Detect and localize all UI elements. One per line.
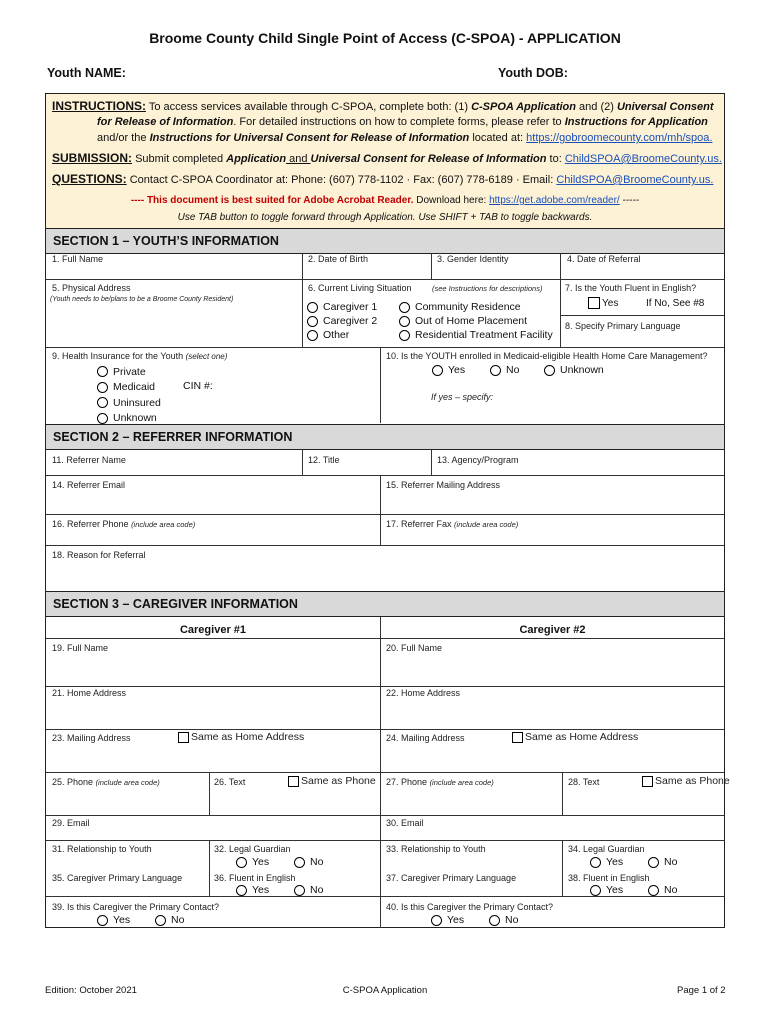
checkbox-cg2-same-address[interactable]: Same as Home Address (512, 731, 638, 743)
section1-header: SECTION 1 – YOUTH’S INFORMATION (46, 228, 724, 254)
living-options-col1 (307, 300, 377, 342)
fluent-no-note: If No, See #8 (646, 298, 705, 309)
youth-dob-label: Youth DOB: (498, 66, 568, 80)
instructions-line1: INSTRUCTIONS: To access services available through C-SPOA, complete both: (1) C-SPOA Application and (2) Universal Consent (52, 99, 714, 113)
living-options-col2 (399, 300, 553, 342)
field-referrer-title: 12. Title (308, 455, 340, 465)
divider (46, 686, 724, 687)
radio-caregiver1[interactable]: Caregiver 1 (307, 300, 377, 314)
checkbox-cg1-same-address[interactable]: Same as Home Address (178, 731, 304, 743)
radio-rtf[interactable]: Residential Treatment Facility (399, 328, 553, 342)
radio-cg2-fluent-yes[interactable]: Yes (590, 884, 623, 896)
radio-hh-yes[interactable]: Yes (432, 364, 465, 376)
checkbox-fluent-yes[interactable]: Yes (588, 297, 618, 309)
submission-line: SUBMISSION: Submit completed Application and Universal Consent for Release of Information to: ChildSPOA@BroomeCounty.us. (52, 151, 722, 165)
field-primary-language: 8. Specify Primary Language (565, 321, 681, 331)
spoa-link[interactable]: https://gobroomecounty.com/mh/spoa. (526, 132, 713, 144)
tab-note: Use TAB button to toggle forward through Application. Use SHIFT + TAB to toggle backwards. (177, 212, 593, 223)
field-cg2-guardian: 34. Legal Guardian (568, 844, 645, 854)
field-physical-address: 5. Physical Address (52, 283, 131, 293)
field-full-name: 1. Full Name (52, 254, 104, 264)
radio-unknown[interactable]: Unknown (97, 411, 161, 427)
field-health-home: 10. Is the YOUTH enrolled in Medicaid-eligible Health Home Care Management? (386, 351, 708, 361)
radio-private[interactable]: Private (97, 364, 161, 380)
field-cg2-email: 30. Email (386, 818, 424, 828)
radio-icon (97, 413, 108, 424)
radio-icon (236, 885, 247, 896)
radio-icon (307, 302, 318, 313)
field-physical-address-note: (Youth needs to be/plans to be a Broome County Resident) (50, 296, 234, 303)
field-referrer-mailing: 15. Referrer Mailing Address (386, 480, 501, 490)
field-agency: 13. Agency/Program (437, 455, 519, 465)
radio-icon (399, 316, 410, 327)
radio-icon (97, 382, 108, 393)
youth-name-label: Youth NAME: (47, 66, 126, 80)
field-living-situation: 6. Current Living Situation (308, 283, 412, 293)
hh-specify-note: If yes – specify: (431, 392, 494, 402)
checkbox-icon (512, 732, 523, 743)
divider (209, 840, 210, 896)
field-referrer-name: 11. Referrer Name (52, 455, 126, 465)
divider (431, 254, 432, 279)
field-cg2-name: 20. Full Name (386, 643, 443, 653)
divider (46, 347, 724, 348)
radio-icon (155, 915, 166, 926)
radio-icon (97, 915, 108, 926)
radio-icon (399, 330, 410, 341)
field-cg2-relationship: 33. Relationship to Youth (386, 844, 486, 854)
checkbox-icon (642, 776, 653, 787)
edition-label: Edition: October 2021 (45, 985, 137, 996)
radio-icon (307, 316, 318, 327)
radio-cg2-contact-yes[interactable]: Yes (431, 914, 464, 926)
radio-icon (489, 915, 500, 926)
questions-line: QUESTIONS: Contact C-SPOA Coordinator at: Phone: (607) 778-1102 · Fax: (607) 778-6189 · Email: ChildSPOA@BroomeCounty.us. (52, 172, 714, 186)
cin-label: CIN #: (183, 380, 213, 392)
divider (380, 475, 381, 545)
radio-icon (399, 302, 410, 313)
radio-icon (97, 366, 108, 377)
radio-icon (97, 397, 108, 408)
field-living-situation-note: (see Instructions for descriptions) (432, 284, 543, 293)
checkbox-icon (588, 297, 600, 309)
field-reason: 18. Reason for Referral (52, 550, 146, 560)
radio-cg2-guardian-no[interactable]: No (648, 856, 677, 868)
field-cg1-relationship: 31. Relationship to Youth (52, 844, 152, 854)
field-cg1-email: 29. Email (52, 818, 90, 828)
field-cg2-primary-contact: 40. Is this Caregiver the Primary Contact? (386, 902, 554, 912)
section2-header: SECTION 2 – REFERRER INFORMATION (46, 424, 724, 450)
radio-icon (294, 857, 305, 868)
field-cg1-primary-contact: 39. Is this Caregiver the Primary Contact? (52, 902, 220, 912)
divider (46, 279, 724, 280)
field-fluent-english: 7. Is the Youth Fluent in English? (565, 283, 697, 293)
field-cg1-guardian: 32. Legal Guardian (214, 844, 291, 854)
field-cg1-language: 35. Caregiver Primary Language (52, 873, 183, 883)
checkbox-cg2-same-phone[interactable]: Same as Phone (642, 775, 730, 787)
radio-icon (544, 365, 555, 376)
divider (46, 729, 724, 730)
field-cg2-fluent: 38. Fluent in English (568, 873, 650, 883)
divider (46, 840, 724, 841)
divider (431, 450, 432, 475)
radio-icon (590, 857, 601, 868)
field-cg1-text: 26. Text (214, 777, 246, 787)
divider (560, 254, 561, 347)
radio-cg1-fluent-no[interactable]: No (294, 884, 323, 896)
radio-icon (590, 885, 601, 896)
radio-icon (490, 365, 501, 376)
section3-header: SECTION 3 – CAREGIVER INFORMATION (46, 591, 724, 617)
radio-medicaid[interactable]: Medicaid (97, 380, 161, 396)
page-number: Page 1 of 2 (677, 985, 726, 996)
divider (302, 254, 303, 347)
radio-cg1-contact-yes[interactable]: Yes (97, 914, 130, 926)
radio-icon (648, 885, 659, 896)
divider (380, 617, 381, 928)
field-cg1-fluent: 36. Fluent in English (214, 873, 296, 883)
radio-caregiver2[interactable]: Caregiver 2 (307, 314, 377, 328)
radio-icon (236, 857, 247, 868)
radio-other[interactable]: Other (307, 328, 377, 342)
instructions-line2: for Release of Information. For detailed instructions on how to complete forms, please refer to Instructions for Application (97, 116, 708, 128)
caregiver2-heading: Caregiver #2 (519, 624, 586, 636)
field-health-insurance: 9. Health Insurance for the Youth (select one) (52, 351, 228, 361)
adobe-line: ---- This document is best suited for Adobe Acrobat Reader. Download here: https://get.adobe.com/reader/ ----- (130, 195, 640, 206)
radio-cg2-fluent-no[interactable]: No (648, 884, 677, 896)
field-cg2-phone: 27. Phone (include area code) (386, 777, 494, 787)
radio-icon (294, 885, 305, 896)
radio-hh-unknown[interactable]: Unknown (544, 364, 604, 376)
checkbox-cg1-same-phone[interactable]: Same as Phone (288, 775, 376, 787)
field-cg2-home: 22. Home Address (386, 688, 461, 698)
page-title: Broome County Child Single Point of Access (C-SPOA) - APPLICATION (149, 30, 621, 46)
divider (562, 840, 563, 896)
radio-community-residence[interactable]: Community Residence (399, 300, 553, 314)
radio-icon (307, 330, 318, 341)
questions-email-link[interactable]: ChildSPOA@BroomeCounty.us. (556, 174, 714, 186)
field-referrer-phone: 16. Referrer Phone (include area code) (52, 519, 196, 529)
radio-icon (648, 857, 659, 868)
field-gender: 3. Gender Identity (437, 254, 509, 264)
caregiver1-heading: Caregiver #1 (179, 624, 247, 636)
submission-email-link[interactable]: ChildSPOA@BroomeCounty.us. (564, 153, 722, 165)
divider (46, 896, 724, 897)
radio-cg1-guardian-yes[interactable]: Yes (236, 856, 269, 868)
radio-cg1-guardian-no[interactable]: No (294, 856, 323, 868)
divider (380, 347, 381, 423)
divider (46, 514, 724, 515)
field-dob: 2. Date of Birth (308, 254, 369, 264)
divider (46, 815, 724, 816)
radio-uninsured[interactable]: Uninsured (97, 395, 161, 411)
checkbox-icon (178, 732, 189, 743)
divider (46, 638, 724, 639)
field-cg1-name: 19. Full Name (52, 643, 109, 653)
radio-cg2-contact-no[interactable]: No (489, 914, 518, 926)
divider (46, 545, 724, 546)
divider (209, 772, 210, 815)
field-referrer-email: 14. Referrer Email (52, 480, 126, 490)
radio-hh-no[interactable]: No (490, 364, 519, 376)
footer-title: C-SPOA Application (342, 985, 428, 996)
radio-out-of-home[interactable]: Out of Home Placement (399, 314, 553, 328)
divider (46, 475, 724, 476)
field-cg2-mailing: 24. Mailing Address (386, 733, 465, 743)
radio-cg1-contact-no[interactable]: No (155, 914, 184, 926)
checkbox-icon (288, 776, 299, 787)
field-cg1-phone: 25. Phone (include area code) (52, 777, 160, 787)
field-cg2-text: 28. Text (568, 777, 600, 787)
radio-icon (431, 915, 442, 926)
divider (46, 772, 724, 773)
divider (560, 315, 724, 316)
field-referrer-fax: 17. Referrer Fax (include area code) (386, 519, 519, 529)
field-cg2-language: 37. Caregiver Primary Language (386, 873, 517, 883)
adobe-link[interactable]: https://get.adobe.com/reader/ (489, 195, 620, 206)
radio-icon (432, 365, 443, 376)
field-referral-date: 4. Date of Referral (567, 254, 641, 264)
divider (302, 450, 303, 475)
instructions-line3: and/or the Instructions for Universal Consent for Release of Information located at: https://gobroomecounty.com/mh/spoa. (97, 132, 713, 144)
instructions-box (46, 94, 724, 228)
field-cg1-mailing: 23. Mailing Address (52, 733, 131, 743)
radio-cg1-fluent-yes[interactable]: Yes (236, 884, 269, 896)
field-cg1-home: 21. Home Address (52, 688, 127, 698)
radio-cg2-guardian-yes[interactable]: Yes (590, 856, 623, 868)
divider (562, 772, 563, 815)
insurance-options (97, 364, 161, 426)
